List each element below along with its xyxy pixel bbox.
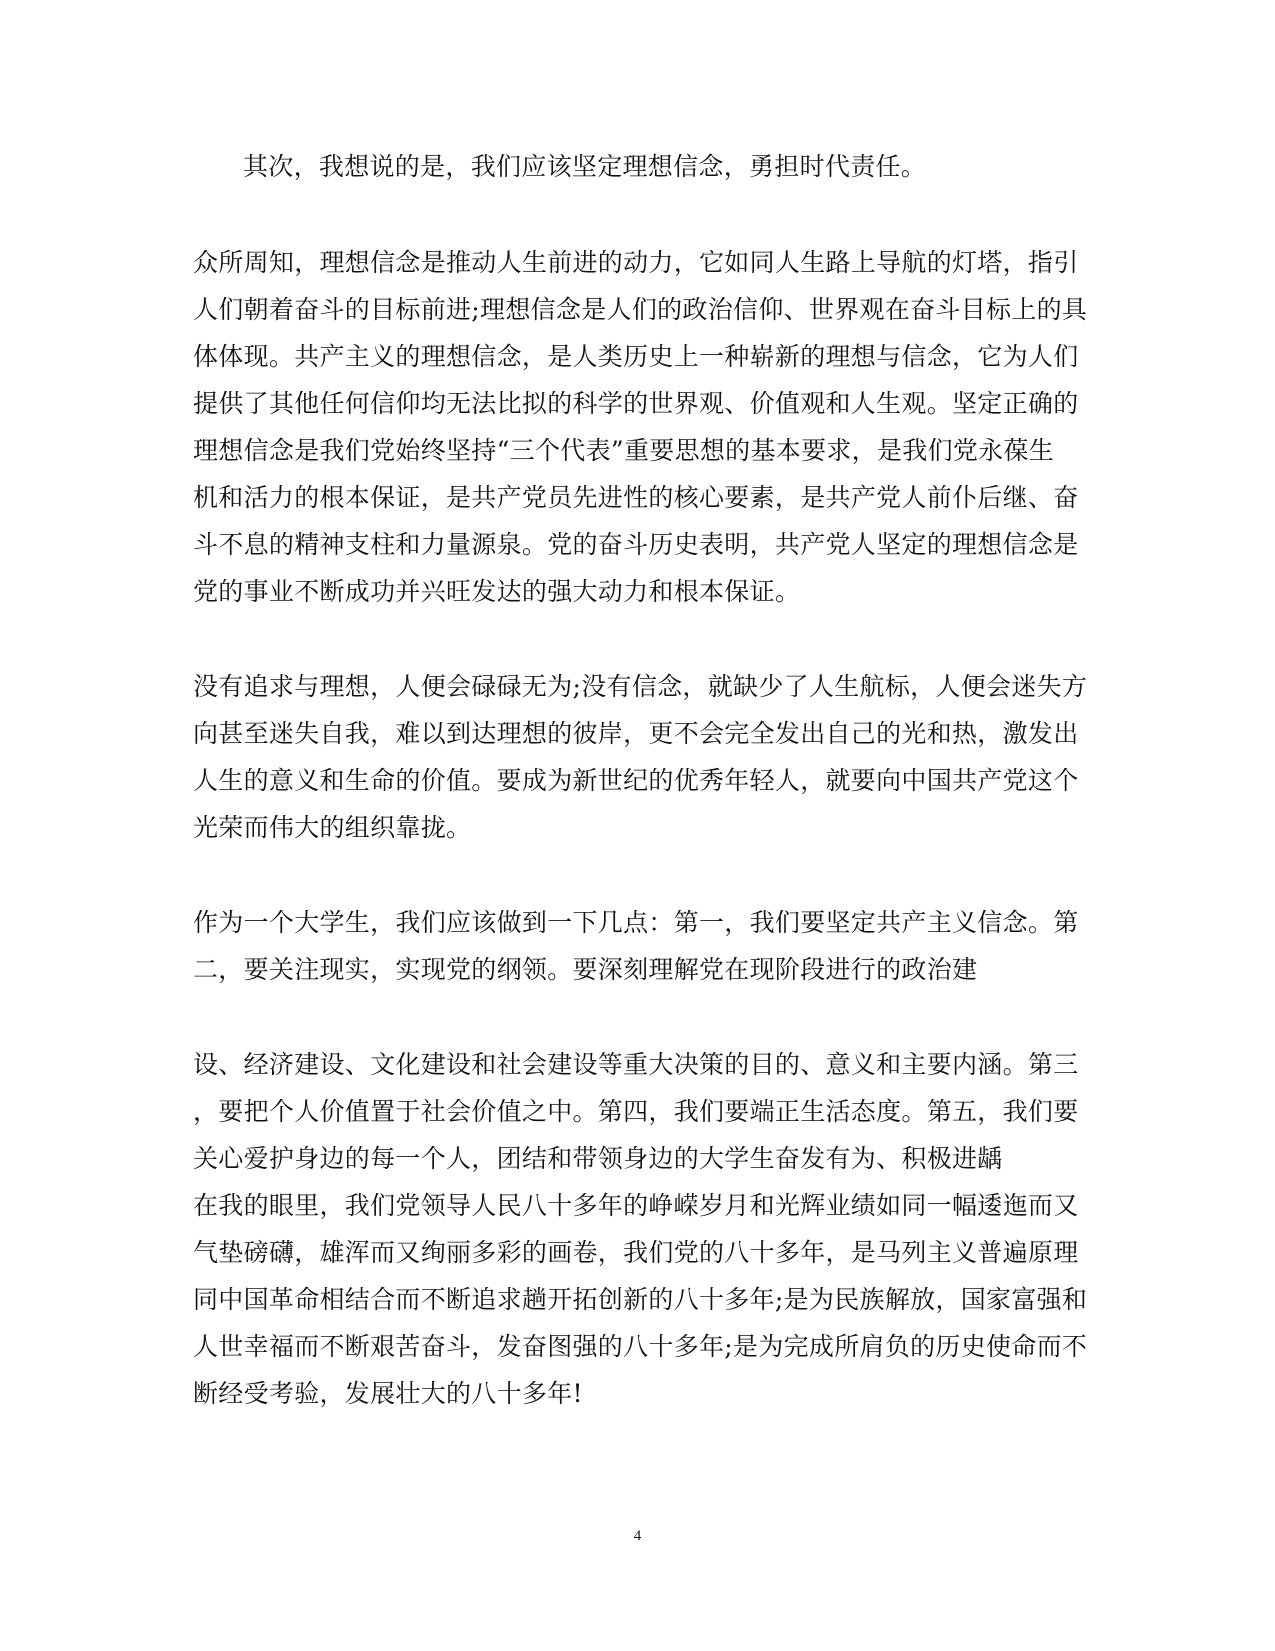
text-line: 在我的眼里，我们党领导人民八十多年的峥嵘岁月和光辉业绩如同一幅逶迤而又 (193, 1191, 1079, 1220)
text-line: 体体现。共产主义的理想信念，是人类历史上一种崭新的理想与信念，它为人们 (193, 342, 1079, 371)
text-line: 向甚至迷失自我，难以到达理想的彼岸，更不会完全发出自己的光和热，激发出 (193, 719, 1079, 748)
text-line: ，要把个人价值置于社会价值之中。第四，我们要端正生活态度。第五，我们要 (193, 1097, 1079, 1126)
text-line: 断经受考验，发展壮大的八十多年! (193, 1379, 583, 1408)
text-line: 二，要关注现实，实现党的纲领。要深刻理解党在现阶段进行的政治建 (193, 955, 978, 984)
text-line: 人世幸福而不断艰苦奋斗，发奋图强的八十多年;是为完成所肩负的历史使命而不 (193, 1332, 1088, 1361)
text-line: 作为一个大学生，我们应该做到一下几点：第一，我们要坚定共产主义信念。第 (193, 908, 1079, 937)
text-line: 人生的意义和生命的价值。要成为新世纪的优秀年轻人，就要向中国共产党这个 (193, 766, 1079, 795)
text-line: 气垫磅礴，雄浑而又绚丽多彩的画卷，我们党的八十多年，是马列主义普遍原理 (193, 1238, 1079, 1267)
text-line: 设、经济建设、文化建设和社会建设等重大决策的目的、意义和主要内涵。第三 (193, 1050, 1079, 1079)
text-line: 众所周知，理想信念是推动人生前进的动力，它如同人生路上导航的灯塔，指引 (193, 248, 1079, 277)
text-line: 关心爱护身边的每一个人，团结和带领身边的大学生奋发有为、积极进龋 (193, 1144, 1003, 1173)
text-line: 人们朝着奋斗的目标前进;理想信念是人们的政治信仰、世界观在奋斗目标上的具 (193, 295, 1088, 324)
text-line: 同中国革命相结合而不断追求趟开拓创新的八十多年;是为民族解放，国家富强和 (193, 1285, 1088, 1314)
text-line: 没有追求与理想，人便会碌碌无为;没有信念，就缺少了人生航标，人便会迷失方 (193, 672, 1088, 701)
text-line: 光荣而伟大的组织靠拢。 (193, 813, 472, 842)
text-line: 党的事业不断成功并兴旺发达的强大动力和根本保证。 (193, 577, 801, 606)
text-line: 理想信念是我们党始终坚持“三个代表”重要思想的基本要求，是我们党永葆生 (193, 436, 1055, 465)
text-line: 其次，我想说的是，我们应该坚定理想信念，勇担时代责任。 (243, 152, 927, 181)
text-line: 机和活力的根本保证，是共产党员先进性的核心要素，是共产党人前仆后继、奋 (193, 483, 1079, 512)
text-line: 提供了其他任何信仰均无法比拟的科学的世界观、价值观和人生观。坚定正确的 (193, 389, 1079, 418)
text-line: 斗不息的精神支柱和力量源泉。党的奋斗历史表明，共产党人坚定的理想信念是 (193, 530, 1079, 559)
page-number: 4 (633, 1528, 642, 1544)
